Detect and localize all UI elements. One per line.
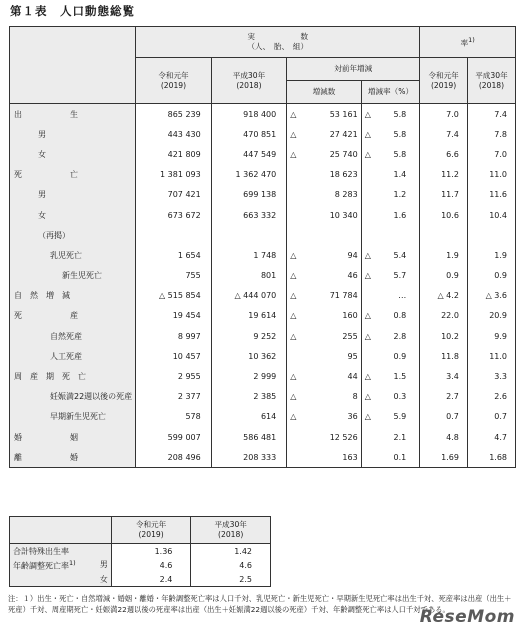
decrease-mark: △ [290,392,297,402]
value-reiwa: 755 [136,266,212,286]
value-reiwa: 208 496 [136,447,212,468]
value-heisei: 447 549 [211,144,287,164]
diff-rate-header: 増減率（%） [361,81,420,104]
cell-value: 44 [347,372,358,382]
rate-reiwa: 4.8 [420,427,468,447]
table-row [10,286,516,306]
rate-heisei: 0.7 [467,407,515,427]
cell-value: 94 [347,250,358,260]
row-label [10,245,136,265]
cell-value: … [398,291,407,301]
fertility-reiwa-header: 令和元年 (2019) [111,517,191,544]
cell-value: 255 [342,331,358,341]
adj-female-heisei: 2.5 [191,572,271,587]
value-heisei: 2 385 [211,387,287,407]
rate-reiwa: 11.2 [420,165,468,185]
row-label [10,185,136,205]
cell-value: 46 [347,271,358,281]
row-label-text: 男 [38,190,46,200]
row-label [10,407,136,427]
value-reiwa: 2 955 [136,366,212,386]
diff-count [287,104,361,125]
rate-heisei-header: 平成30年 (2018) [467,58,515,104]
cell-value: 8 283 [334,190,358,200]
decrease-mark: △ [364,311,371,321]
table-row [10,185,516,205]
diff-count [287,366,361,386]
decrease-mark: △ [364,392,371,402]
cell-value: 18 623 [329,170,358,180]
value-reiwa: 1 654 [136,245,212,265]
cell-value: 12 526 [329,432,358,442]
value-heisei: 9 252 [211,326,287,346]
diff-count [287,124,361,144]
cell-value: 0.3 [393,392,407,402]
row-label-text: 人工死産 [50,351,82,361]
value-heisei: 918 400 [211,104,287,125]
diff-rate [361,326,420,346]
row-label [10,144,136,164]
cell-value: 95 [347,351,358,361]
rate-reiwa: 7.0 [420,104,468,125]
cell-value: 0.1 [393,452,407,462]
value-heisei: 470 851 [211,124,287,144]
table-row [10,225,516,245]
diff-count [287,407,361,427]
value-reiwa: 10 457 [136,346,212,366]
diff-count [287,447,361,468]
table-row [10,266,516,286]
table-row [10,447,516,468]
tfr-heisei: 1.42 [191,544,271,559]
value-reiwa: △ 515 854 [136,286,212,306]
cell-value: 0.9 [393,351,407,361]
table-row [10,387,516,407]
diff-count [287,165,361,185]
table-row [10,245,516,265]
diff-rate [361,286,420,306]
value-reiwa: 443 430 [136,124,212,144]
rate-reiwa [420,225,468,245]
cell-value: 2.1 [393,432,407,442]
row-label-text: 早期新生児死亡 [50,412,106,422]
value-reiwa: 599 007 [136,427,212,447]
row-label [10,326,136,346]
row-label [10,165,136,185]
decrease-mark: △ [364,129,371,139]
row-label [10,266,136,286]
decrease-mark: △ [290,331,297,341]
rate-heisei: 1.9 [467,245,515,265]
diff-count [287,205,361,225]
rate-heisei [467,225,515,245]
value-heisei: 208 333 [211,447,287,468]
resemom-logo: ReseMom [419,607,515,627]
diff-rate [361,427,420,447]
value-reiwa: 865 239 [136,104,212,125]
cell-value: 53 161 [329,109,358,119]
value-reiwa: 2 377 [136,387,212,407]
diff-rate [361,104,420,125]
diff-rate [361,185,420,205]
value-reiwa: 421 809 [136,144,212,164]
rate-heisei: △ 3.6 [467,286,515,306]
cell-value: 2.8 [393,331,407,341]
value-reiwa: 673 672 [136,205,212,225]
fertility-corner [10,517,112,544]
decrease-mark: △ [364,149,371,159]
tfr-label: 合計特殊出生率 [10,544,112,559]
value-reiwa: 578 [136,407,212,427]
row-label-text: （再掲） [38,230,70,240]
decrease-mark: △ [364,250,371,260]
rate-reiwa: 1.9 [420,245,468,265]
rate-reiwa: △ 4.2 [420,286,468,306]
row-label-text: 女 [38,149,46,159]
header-row-1 [10,27,516,58]
diff-rate [361,165,420,185]
diff-rate [361,366,420,386]
decrease-mark: △ [364,271,371,281]
table-row [10,346,516,366]
adj-female-label: 女 [10,572,112,587]
diff-count [287,144,361,164]
adj-female-row [10,572,271,587]
value-heisei: 10 362 [211,346,287,366]
decrease-mark: △ [290,149,297,159]
cell-value: 36 [347,412,358,422]
rate-reiwa: 7.4 [420,124,468,144]
rate-heisei: 4.7 [467,427,515,447]
adj-male-reiwa: 4.6 [111,558,191,572]
diff-count [287,286,361,306]
diff-count [287,387,361,407]
tfr-row [10,544,271,559]
rate-heisei: 11.0 [467,165,515,185]
table-row [10,407,516,427]
heisei-header: 平成30年 (2018) [211,58,287,104]
decrease-mark: △ [290,250,297,260]
rate-reiwa: 22.0 [420,306,468,326]
table-row [10,124,516,144]
row-label-text: 自然死産 [50,331,82,341]
decrease-mark: △ [290,271,297,281]
cell-value: 5.4 [393,250,407,260]
footnote: 注：１）出生・死亡・自然増減・婚姻・離婚・年齢調整死亡率は人口千対、乳児死亡・新生児死亡・早期新生児死亡率は出生千対、死産率は出産（出生＋死産）千対、周産期死亡・妊娠満22週以後の死産率は出産（出生＋妊娠満22週以後の死産）千対、年齢調整死亡率は人口千対である。 [8,594,512,614]
cell-value: 0.8 [393,311,407,321]
value-reiwa: 19 454 [136,306,212,326]
table-row [10,326,516,346]
diff-header: 対前年増減 [287,58,420,81]
cell-value: 5.8 [393,129,407,139]
diff-count [287,245,361,265]
rate-heisei: 11.6 [467,185,515,205]
decrease-mark: △ [290,311,297,321]
diff-rate [361,387,420,407]
diff-count [287,306,361,326]
diff-rate [361,407,420,427]
decrease-mark: △ [364,331,371,341]
diff-rate [361,346,420,366]
row-label-text: 新生児死亡 [62,271,102,281]
decrease-mark: △ [290,412,297,422]
rate-reiwa: 1.69 [420,447,468,468]
rate-header: 率1) [420,27,516,58]
row-label [10,124,136,144]
cell-value: 1.2 [393,190,407,200]
table-row [10,104,516,125]
population-dynamics-table [9,26,516,468]
rate-reiwa: 11.7 [420,185,468,205]
row-label [10,387,136,407]
diff-rate [361,245,420,265]
cell-value: 8 [352,392,358,402]
diff-count-header: 増減数 [287,81,361,104]
adj-female-reiwa: 2.4 [111,572,191,587]
value-reiwa: 8 997 [136,326,212,346]
reiwa-header: 令和元年 (2019) [136,58,212,104]
table-row [10,427,516,447]
cell-value: 5.8 [393,149,407,159]
rate-reiwa: 0.7 [420,407,468,427]
adj-male-label: 年齢調整死亡率$^{1)}$ 男 [10,558,112,572]
decrease-mark: △ [364,109,371,119]
cell-value: 1.5 [393,372,407,382]
row-label-text: 男 [38,129,46,139]
row-label [10,346,136,366]
value-heisei: 586 481 [211,427,287,447]
diff-count [287,346,361,366]
value-heisei: 19 614 [211,306,287,326]
diff-rate [361,124,420,144]
value-heisei: 1 362 470 [211,165,287,185]
row-label [10,205,136,225]
rate-reiwa: 10.6 [420,205,468,225]
table-row [10,165,516,185]
adj-male-heisei: 4.6 [191,558,271,572]
cell-value: 5.8 [393,109,407,119]
row-label [10,366,136,386]
value-heisei: 1 748 [211,245,287,265]
row-label-text: 自 然 増 減 [14,291,70,301]
diff-rate [361,306,420,326]
value-reiwa [136,225,212,245]
value-heisei: 801 [211,266,287,286]
rate-heisei: 10.4 [467,205,515,225]
value-reiwa: 1 381 093 [136,165,212,185]
corner-cell [10,27,136,104]
value-reiwa: 707 421 [136,185,212,205]
row-label-text: 妊娠満22週以後の死産 [50,392,133,402]
cell-value: 163 [342,452,358,462]
cell-value: 1.4 [393,170,407,180]
row-label-text: 乳児死亡 [50,250,82,260]
fertility-heisei-header: 平成30年 (2018) [191,517,271,544]
cell-value: 160 [342,311,358,321]
rate-heisei: 7.0 [467,144,515,164]
rate-reiwa-header: 令和元年 (2019) [420,58,468,104]
decrease-mark: △ [290,109,297,119]
table-row [10,205,516,225]
rate-heisei: 20.9 [467,306,515,326]
row-label [10,225,136,245]
diff-rate [361,447,420,468]
rate-reiwa: 0.9 [420,266,468,286]
rate-heisei: 7.8 [467,124,515,144]
rate-heisei: 3.3 [467,366,515,386]
value-heisei: 699 138 [211,185,287,205]
cell-value: 1.6 [393,210,407,220]
rate-reiwa: 2.7 [420,387,468,407]
diff-rate [361,225,420,245]
table-row [10,366,516,386]
row-label-text: 死 亡 [14,170,78,180]
row-label-text: 死 産 [14,311,78,321]
row-label [10,286,136,306]
rate-heisei: 9.9 [467,326,515,346]
table-row [10,306,516,326]
rate-reiwa: 6.6 [420,144,468,164]
table-body [10,104,516,468]
diff-count [287,185,361,205]
row-label [10,447,136,468]
diff-rate [361,144,420,164]
value-heisei: 2 999 [211,366,287,386]
rate-heisei: 2.6 [467,387,515,407]
fertility-header-row [10,517,271,544]
value-heisei: △ 444 070 [211,286,287,306]
cell-value: 10 340 [329,210,358,220]
value-heisei [211,225,287,245]
diff-count [287,225,361,245]
row-label [10,306,136,326]
value-heisei: 614 [211,407,287,427]
diff-rate [361,266,420,286]
rate-reiwa: 3.4 [420,366,468,386]
cell-value: 5.7 [393,271,407,281]
row-label [10,427,136,447]
cell-value: 5.9 [393,412,407,422]
decrease-mark: △ [290,291,297,301]
diff-count [287,266,361,286]
diff-count [287,427,361,447]
row-label-text: 女 [38,210,46,220]
tfr-reiwa: 1.36 [111,544,191,559]
row-label [10,104,136,125]
cell-value: 27 421 [329,129,358,139]
jissu-header: 実 数 （人、 胎、 組） [136,27,420,58]
decrease-mark: △ [290,129,297,139]
row-label-text: 出 生 [14,109,78,119]
cell-value: 25 740 [329,149,358,159]
rate-heisei: 1.68 [467,447,515,468]
row-label-text: 周 産 期 死 亡 [14,372,86,382]
adj-male-row [10,558,271,572]
decrease-mark: △ [364,412,371,422]
row-label-text: 婚 姻 [14,432,78,442]
rate-heisei: 7.4 [467,104,515,125]
page-title: 第１表 人口動態総覧 [10,4,135,18]
fertility-table [9,516,271,587]
rate-heisei: 11.0 [467,346,515,366]
row-label-text: 離 婚 [14,452,78,462]
diff-count [287,326,361,346]
table-row [10,144,516,164]
rate-reiwa: 10.2 [420,326,468,346]
cell-value: 71 784 [329,291,358,301]
value-heisei: 663 332 [211,205,287,225]
decrease-mark: △ [290,372,297,382]
diff-rate [361,205,420,225]
decrease-mark: △ [364,372,371,382]
rate-heisei: 0.9 [467,266,515,286]
rate-reiwa: 11.8 [420,346,468,366]
